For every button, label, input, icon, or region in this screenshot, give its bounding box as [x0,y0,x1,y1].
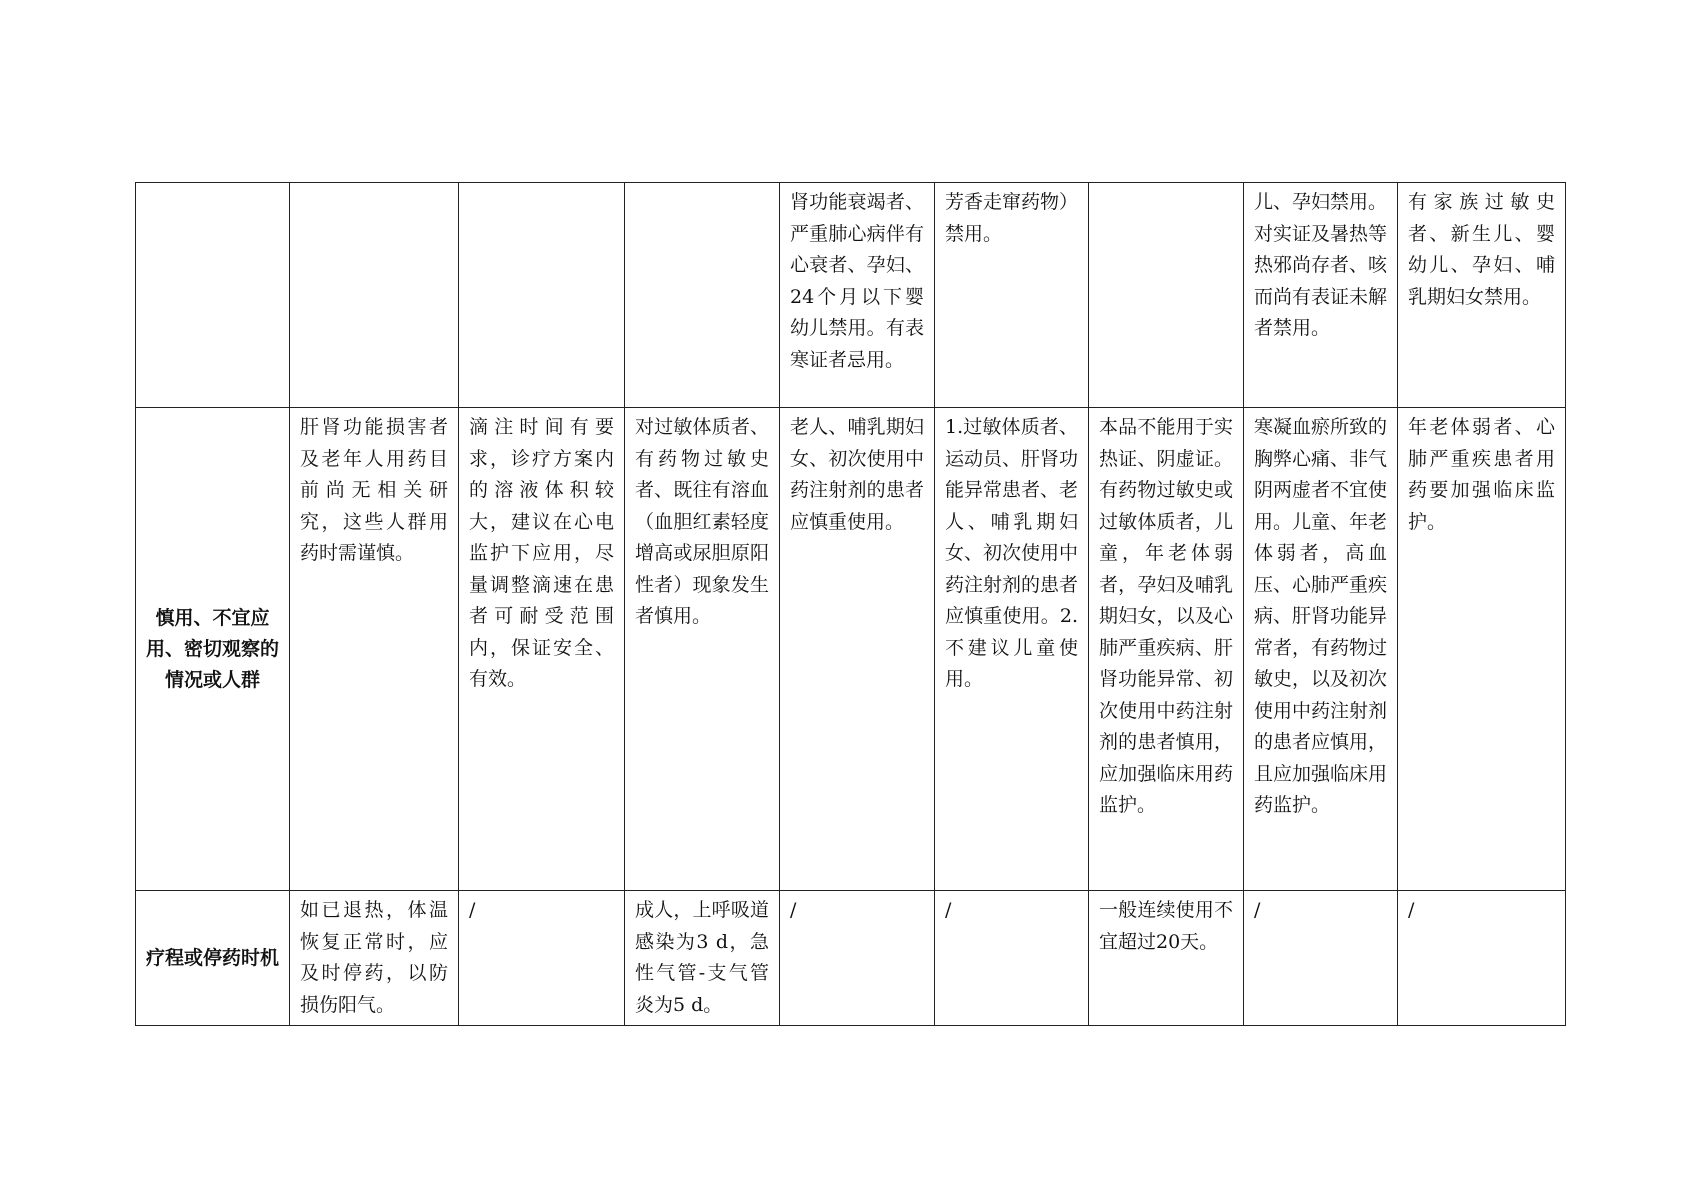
table-cell: 芳香走窜药物）禁用。 [935,183,1089,408]
table-cell [625,183,780,408]
table-cell: 一般连续使用不宜超过20天。 [1089,891,1244,1026]
table-cell: 肾功能衰竭者、严重肺心病伴有心衰者、孕妇、24个月以下婴幼儿禁用。有表寒证者忌用。 [780,183,935,408]
row-header-cell: 慎用、不宜应用、密切观察的情况或人群 [136,408,290,891]
table-cell: 本品不能用于实热证、阴虚证。有药物过敏史或过敏体质者，儿童，年老体弱者，孕妇及哺乳期妇女，以及心肺严重疾病、肝肾功能异常、初次使用中药注射剂的患者慎用，应加强临床用药监护。 [1089,408,1244,891]
table-cell: / [459,891,625,1026]
table-cell: 成人，上呼吸道感染为3 d，急性气管-支气管炎为5 d。 [625,891,780,1026]
drug-comparison-table [135,182,1566,1026]
table-cell: 寒凝血瘀所致的胸弊心痛、非气阴两虚者不宜使用。儿童、年老体弱者，高血压、心肺严重疾病、肝肾功能异常者，有药物过敏史，以及初次使用中药注射剂的患者应慎用，且应加强临床用药监护。 [1244,408,1398,891]
table-cell: / [1244,891,1398,1026]
table-cell: 对过敏体质者、有药物过敏史者、既往有溶血（血胆红素轻度增高或尿胆原阳性者）现象发生者慎用。 [625,408,780,891]
table-cell: 如已退热，体温恢复正常时，应及时停药，以防损伤阳气。 [290,891,459,1026]
table-row-course-duration [136,891,1566,1026]
table-cell: 有家族过敏史者、新生儿、婴幼儿、孕妇、哺乳期妇女禁用。 [1398,183,1566,408]
table-cell: 肝肾功能损害者及老年人用药目前尚无相关研究，这些人群用药时需谨慎。 [290,408,459,891]
table-cell [459,183,625,408]
table-cell: 儿、孕妇禁用。对实证及暑热等热邪尚存者、咳而尚有表证未解者禁用。 [1244,183,1398,408]
table-cell: / [780,891,935,1026]
row-header-cell [136,183,290,408]
table-cell [290,183,459,408]
table-row-caution [136,408,1566,891]
table-cell [1089,183,1244,408]
table-cell: 老人、哺乳期妇女、初次使用中药注射剂的患者应慎重使用。 [780,408,935,891]
table-cell: 滴注时间有要求，诊疗方案内的溶液体积较大，建议在心电监护下应用，尽量调整滴速在患者可耐受范围内，保证安全、有效。 [459,408,625,891]
table-cell: / [935,891,1089,1026]
table-cell: 年老体弱者、心肺严重疾患者用药要加强临床监护。 [1398,408,1566,891]
row-header-cell: 疗程或停药时机 [136,891,290,1026]
table-cell: 1.过敏体质者、运动员、肝肾功能异常患者、老人、哺乳期妇女、初次使用中药注射剂的患者应慎重使用。2.不建议儿童使用。 [935,408,1089,891]
table-row-contraindications [136,183,1566,408]
table-cell: / [1398,891,1566,1026]
